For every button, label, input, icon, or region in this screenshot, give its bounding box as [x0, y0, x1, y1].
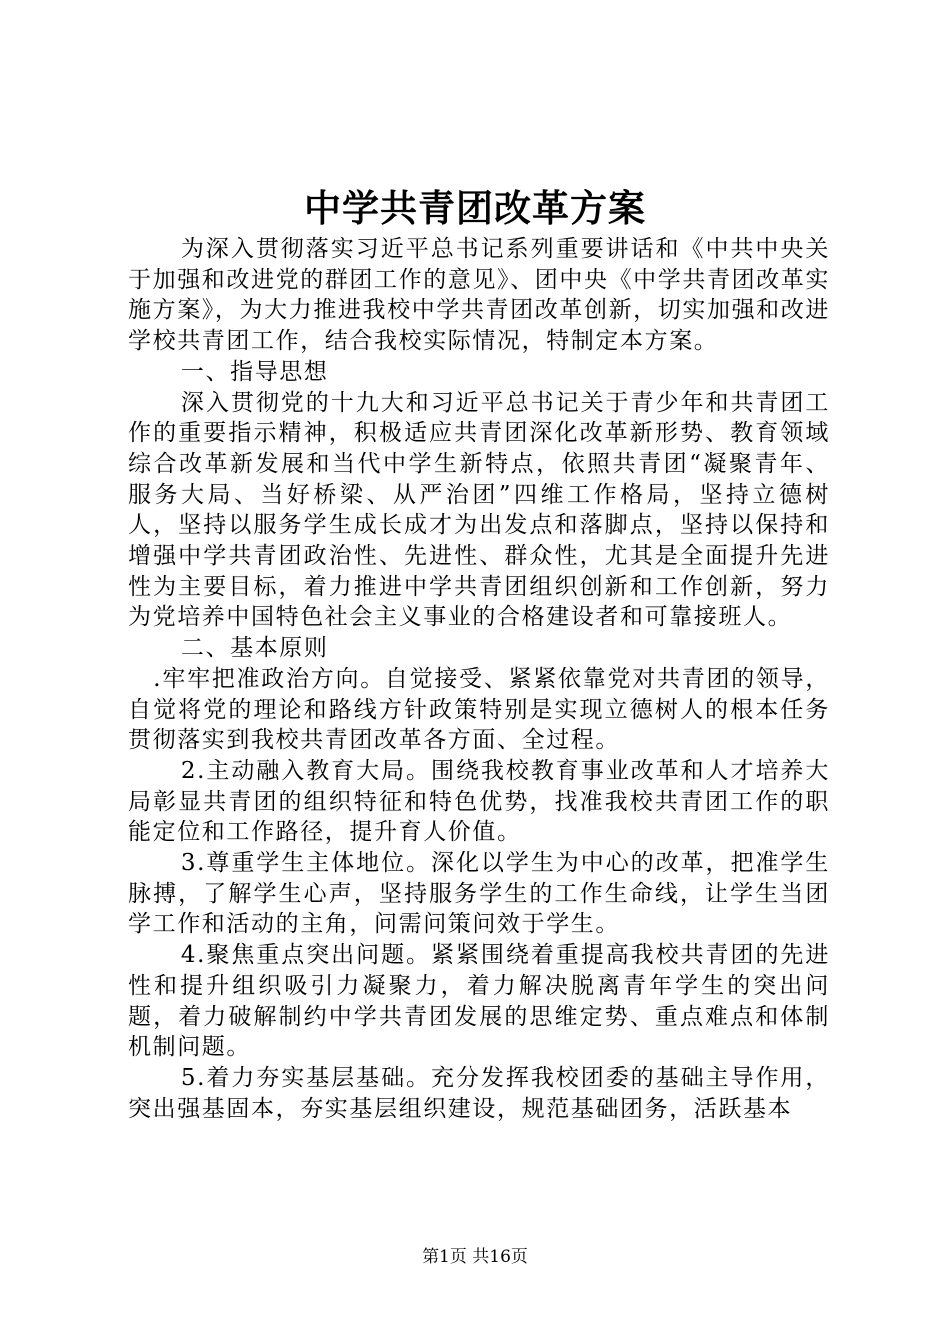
principle-1-paragraph: .牢牢把准政治方向。自觉接受、紧紧依靠党对共青团的领导，自觉将党的理论和路线方针政策特别是实现立德树人的根本任务贯彻落实到我校共青团改革各方面、全过程。 — [128, 665, 830, 754]
document-title: 中学共青团改革方案 — [304, 186, 646, 230]
intro-paragraph: 为深入贯彻落实习近平总书记系列重要讲话和《中共中央关于加强和改进党的群团工作的意见》、团中央《中学共青团改革实施方案》，为大力推进我校中学共青团改革创新，切实加强和改进学校共青团工作，结合我校实际情况，特制定本方案。 — [128, 236, 830, 355]
principle-2-paragraph: 2.主动融入教育大局。围绕我校教育事业改革和人才培养大局彰显共青团的组织特征和特色优势，找准我校共青团工作的职能定位和工作路径，提升育人价值。 — [128, 757, 830, 846]
guiding-ideology-paragraph: 深入贯彻党的十九大和习近平总书记关于青少年和共青团工作的重要指示精神，积极适应共青团深化改革新形势、教育领域综合改革新发展和当代中学生新特点，依照共青团“凝聚青年、服务大局、当好桥梁、从严治团”四维工作格局，坚持立德树人，坚持以服务学生成长成才为出发点和落脚点，坚持以保持和增强中学共青团政治性、先进性、群众性，尤其是全面提升先进性为主要目标，着力推进中学共青团组织创新和工作创新，努力为党培养中国特色社会主义事业的合格建设者和可靠接班人。 — [128, 389, 830, 631]
principle-4-paragraph: 4.聚焦重点突出问题。紧紧围绕着重提高我校共青团的先进性和提升组织吸引力凝聚力，着力解决脱离青年学生的突出问题，着力破解制约中学共青团发展的思维定势、重点难点和体制机制问题。 — [128, 942, 830, 1061]
page-number-footer: 第1页 共16页 — [422, 1247, 528, 1267]
principle-5-paragraph: 5.着力夯实基层基础。充分发挥我校团委的基础主导作用，突出强基固本，夯实基层组织建设，规范基础团务，活跃基本 — [128, 1064, 830, 1122]
section-heading-guiding-ideology: 一、指导思想 — [180, 358, 329, 385]
principle-3-paragraph: 3.尊重学生主体地位。深化以学生为中心的改革，把准学生脉搏，了解学生心声，坚持服务学生的工作生命线，让学生当团学工作和活动的主角，问需问策问效于学生。 — [128, 850, 830, 938]
document-body — [128, 234, 830, 1124]
section-heading-basic-principles: 二、基本原则 — [180, 635, 329, 662]
